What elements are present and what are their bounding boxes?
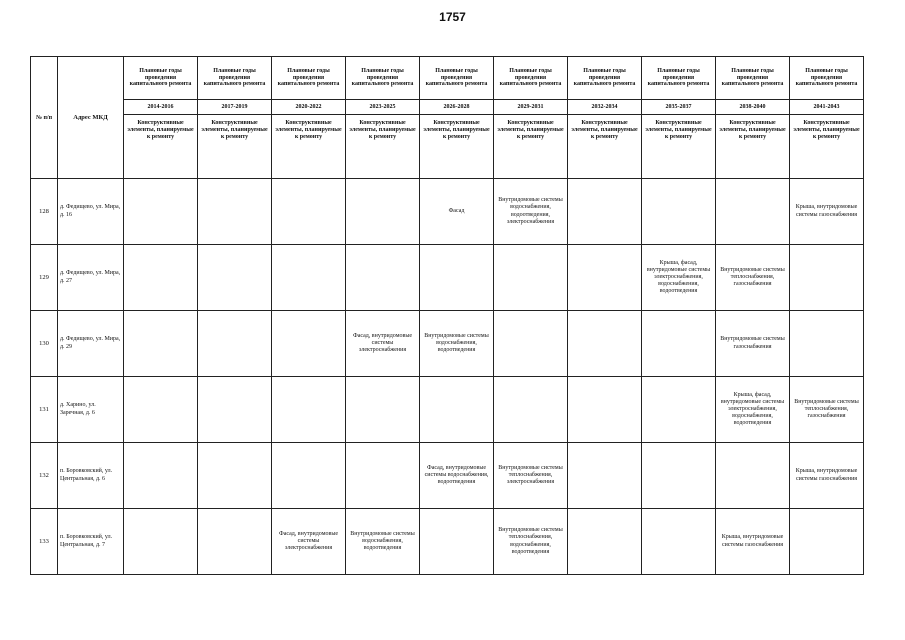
repair-elements-cell (272, 179, 346, 245)
repair-elements-cell (420, 245, 494, 311)
table-row (31, 377, 864, 443)
row-number: 130 (31, 311, 58, 377)
period-elements-header: Конструктивные элементы, планируемые к ремонту (568, 115, 642, 179)
period-plan-header: Плановые годы проведения капитального ремонта (568, 57, 642, 100)
repair-elements-cell: Внутридомовые системы водоснабжения, водоотведения, электроснабжения (494, 179, 568, 245)
repair-plan-table (30, 56, 864, 575)
repair-elements-cell: Внутридомовые системы водоснабжения, водоотведения (346, 509, 420, 575)
row-number: 128 (31, 179, 58, 245)
repair-elements-cell (642, 377, 716, 443)
repair-elements-cell (642, 443, 716, 509)
repair-elements-cell (568, 179, 642, 245)
row-address: п. Боровковский, ул. Центральная, д. 7 (58, 509, 124, 575)
repair-elements-cell: Крыша, фасад, внутридомовые системы электроснабжения, водоснабжения, водоотведения (716, 377, 790, 443)
repair-elements-cell (124, 311, 198, 377)
period-plan-header: Плановые годы проведения капитального ремонта (494, 57, 568, 100)
repair-elements-cell: Фасад, внутридомовые системы электроснабжения (346, 311, 420, 377)
table-header (31, 57, 864, 179)
table-row (31, 443, 864, 509)
table-row (31, 245, 864, 311)
repair-elements-cell: Фасад, внутридомовые системы водоснабжения, водоотведения (420, 443, 494, 509)
repair-elements-cell (494, 245, 568, 311)
repair-elements-cell (568, 311, 642, 377)
repair-elements-cell: Внутридомовые системы теплоснабжения, газоснабжения (790, 377, 864, 443)
period-plan-header: Плановые годы проведения капитального ремонта (790, 57, 864, 100)
repair-elements-cell (124, 509, 198, 575)
repair-elements-cell (420, 377, 494, 443)
repair-elements-cell: Фасад, внутридомовые системы электроснабжения (272, 509, 346, 575)
period-years-header: 2041-2043 (790, 100, 864, 115)
row-number: 133 (31, 509, 58, 575)
period-plan-header: Плановые годы проведения капитального ремонта (198, 57, 272, 100)
repair-elements-cell (494, 311, 568, 377)
number-column-header: № п/п (31, 57, 58, 179)
repair-elements-cell (716, 443, 790, 509)
table-row (31, 311, 864, 377)
repair-elements-cell (124, 245, 198, 311)
period-years-header: 2017-2019 (198, 100, 272, 115)
repair-elements-cell (642, 311, 716, 377)
repair-elements-cell: Внутридомовые системы теплоснабжения, газоснабжения (716, 245, 790, 311)
repair-elements-cell: Крыша, внутридомовые системы газоснабжения (790, 443, 864, 509)
repair-elements-cell (642, 509, 716, 575)
repair-elements-cell: Внутридомовые системы теплоснабжения, электроснабжения (494, 443, 568, 509)
period-plan-header: Плановые годы проведения капитального ремонта (642, 57, 716, 100)
repair-elements-cell (198, 509, 272, 575)
row-number: 131 (31, 377, 58, 443)
repair-elements-cell (346, 245, 420, 311)
period-plan-header: Плановые годы проведения капитального ремонта (272, 57, 346, 100)
period-years-header: 2029-2031 (494, 100, 568, 115)
period-elements-header: Конструктивные элементы, планируемые к ремонту (346, 115, 420, 179)
repair-elements-cell (272, 377, 346, 443)
period-years-header: 2035-2037 (642, 100, 716, 115)
repair-elements-cell (272, 245, 346, 311)
period-elements-header: Конструктивные элементы, планируемые к ремонту (420, 115, 494, 179)
address-column-header: Адрес МКД (58, 57, 124, 179)
repair-elements-cell (346, 377, 420, 443)
repair-elements-cell (124, 377, 198, 443)
period-elements-header: Конструктивные элементы, планируемые к ремонту (642, 115, 716, 179)
row-number: 132 (31, 443, 58, 509)
period-years-header: 2032-2034 (568, 100, 642, 115)
repair-elements-cell (198, 377, 272, 443)
period-elements-header: Конструктивные элементы, планируемые к ремонту (198, 115, 272, 179)
table-body (31, 179, 864, 575)
table-row (31, 179, 864, 245)
period-elements-header: Конструктивные элементы, планируемые к ремонту (272, 115, 346, 179)
period-elements-header: Конструктивные элементы, планируемые к ремонту (790, 115, 864, 179)
repair-elements-cell (124, 443, 198, 509)
period-years-header: 2026-2028 (420, 100, 494, 115)
repair-elements-cell: Крыша, фасад, внутридомовые системы электроснабжения, водоснабжения, водоотведения (642, 245, 716, 311)
row-address: п. Боровковский, ул. Центральная, д. 6 (58, 443, 124, 509)
row-address: д. Харино, ул. Заречная, д. 6 (58, 377, 124, 443)
row-number: 129 (31, 245, 58, 311)
repair-elements-cell: Крыша, внутридомовые системы газоснабжения (716, 509, 790, 575)
repair-elements-cell (198, 443, 272, 509)
repair-elements-cell (568, 245, 642, 311)
repair-elements-cell: Внутридомовые системы водоснабжения, водоотведения (420, 311, 494, 377)
repair-elements-cell (568, 509, 642, 575)
repair-elements-cell: Крыша, внутридомовые системы газоснабжения (790, 179, 864, 245)
period-elements-header: Конструктивные элементы, планируемые к ремонту (494, 115, 568, 179)
repair-elements-cell (790, 311, 864, 377)
period-plan-header: Плановые годы проведения капитального ремонта (124, 57, 198, 100)
repair-elements-cell (642, 179, 716, 245)
period-years-header: 2020-2022 (272, 100, 346, 115)
repair-elements-cell (198, 179, 272, 245)
period-plan-header: Плановые годы проведения капитального ремонта (716, 57, 790, 100)
repair-elements-cell (790, 509, 864, 575)
repair-elements-cell (272, 443, 346, 509)
period-years-header: 2014-2016 (124, 100, 198, 115)
repair-elements-cell (420, 509, 494, 575)
repair-elements-cell (346, 179, 420, 245)
repair-elements-cell (124, 179, 198, 245)
repair-elements-cell (568, 377, 642, 443)
period-years-header: 2023-2025 (346, 100, 420, 115)
period-elements-header: Конструктивные элементы, планируемые к ремонту (124, 115, 198, 179)
repair-elements-cell: Фасад (420, 179, 494, 245)
page-number: 1757 (439, 10, 466, 24)
repair-elements-cell (790, 245, 864, 311)
repair-elements-cell (716, 179, 790, 245)
repair-elements-cell (346, 443, 420, 509)
repair-elements-cell (568, 443, 642, 509)
repair-elements-cell (198, 311, 272, 377)
period-years-header: 2038-2040 (716, 100, 790, 115)
repair-elements-cell: Внутридомовые системы газоснабжения (716, 311, 790, 377)
repair-elements-cell (198, 245, 272, 311)
row-address: д. Федищево, ул. Мира, д. 27 (58, 245, 124, 311)
table-row (31, 509, 864, 575)
period-elements-header: Конструктивные элементы, планируемые к ремонту (716, 115, 790, 179)
repair-elements-cell: Внутридомовые системы теплоснабжения, водоснабжения, водоотведения (494, 509, 568, 575)
period-plan-header: Плановые годы проведения капитального ремонта (346, 57, 420, 100)
period-plan-header: Плановые годы проведения капитального ремонта (420, 57, 494, 100)
row-address: д. Федищево, ул. Мира, д. 29 (58, 311, 124, 377)
repair-elements-cell (272, 311, 346, 377)
repair-elements-cell (494, 377, 568, 443)
row-address: д. Федищево, ул. Мира, д. 16 (58, 179, 124, 245)
